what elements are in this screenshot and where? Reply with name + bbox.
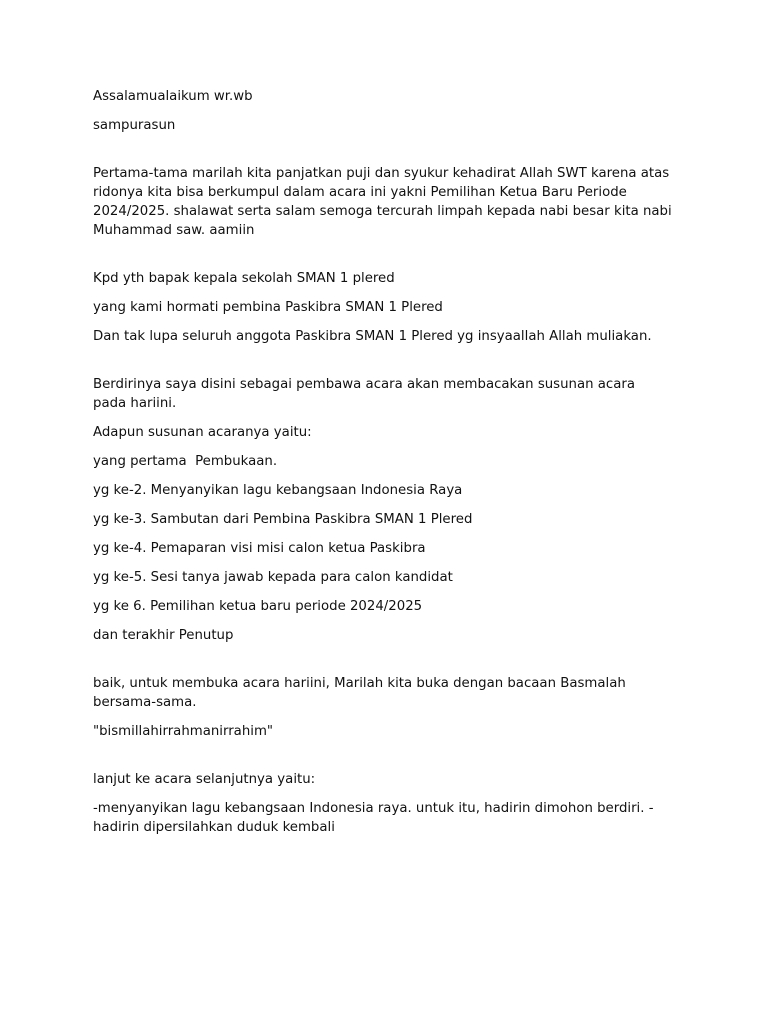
blank-line xyxy=(93,655,672,674)
greeting-line: Assalamualaikum wr.wb xyxy=(93,89,253,104)
agenda-item: yg ke-4. Pemaparan visi misi calon ketua Paskibra xyxy=(93,541,426,556)
address-coach: yang kami hormati pembina Paskibra SMAN 1 Plered xyxy=(93,300,443,315)
blank-line xyxy=(93,356,672,375)
agenda-item: dan terakhir Penutup xyxy=(93,628,234,643)
agenda-item: yg ke-2. Menyanyikan lagu kebangsaan Indonesia Raya xyxy=(93,483,463,498)
opening-paragraph: Pertama-tama marilah kita panjatkan puji dan syukur kehadirat Allah SWT karena atas ridonya kita bisa berkumpul dalam acara ini yakni Pemilihan Ketua Baru Periode 2024/2025. shalawat serta salam semoga tercurah limpah kepada nabi besar kita nabi Muhammad saw. aamiin xyxy=(93,166,676,238)
agenda-item: yg ke-3. Sambutan dari Pembina Paskibra SMAN 1 Plered xyxy=(93,512,473,527)
blank-line xyxy=(93,250,672,269)
agenda-item: yg ke-5. Sesi tanya jawab kepada para calon kandidat xyxy=(93,570,453,585)
basmalah-quote: "bismillahirrahmanirrahim" xyxy=(93,724,274,739)
intro-paragraph: Berdirinya saya disini sebagai pembawa acara akan membacakan susunan acara pada hariini. xyxy=(93,377,640,411)
agenda-heading: Adapun susunan acaranya yaitu: xyxy=(93,425,312,440)
agenda-item: yg ke 6. Pemilihan ketua baru periode 2024/2025 xyxy=(93,599,423,614)
address-principal: Kpd yth bapak kepala sekolah SMAN 1 plered xyxy=(93,271,395,286)
address-members: Dan tak lupa seluruh anggota Paskibra SMAN 1 Plered yg insyaallah Allah muliakan. xyxy=(93,329,652,344)
next-agenda-item: -menyanyikan lagu kebangsaan Indonesia raya. untuk itu, hadirin dimohon berdiri. - hadirin dipersilahkan duduk kembali xyxy=(93,801,658,835)
blank-line xyxy=(93,145,672,164)
opening-prayer-paragraph: baik, untuk membuka acara hariini, Marilah kita buka dengan bacaan Basmalah bersama-sama. xyxy=(93,676,631,710)
agenda-item: yang pertama Pembukaan. xyxy=(93,454,278,469)
next-agenda-heading: lanjut ke acara selanjutnya yaitu: xyxy=(93,772,316,787)
greeting-line-sundanese: sampurasun xyxy=(93,118,176,133)
blank-line xyxy=(93,751,672,770)
